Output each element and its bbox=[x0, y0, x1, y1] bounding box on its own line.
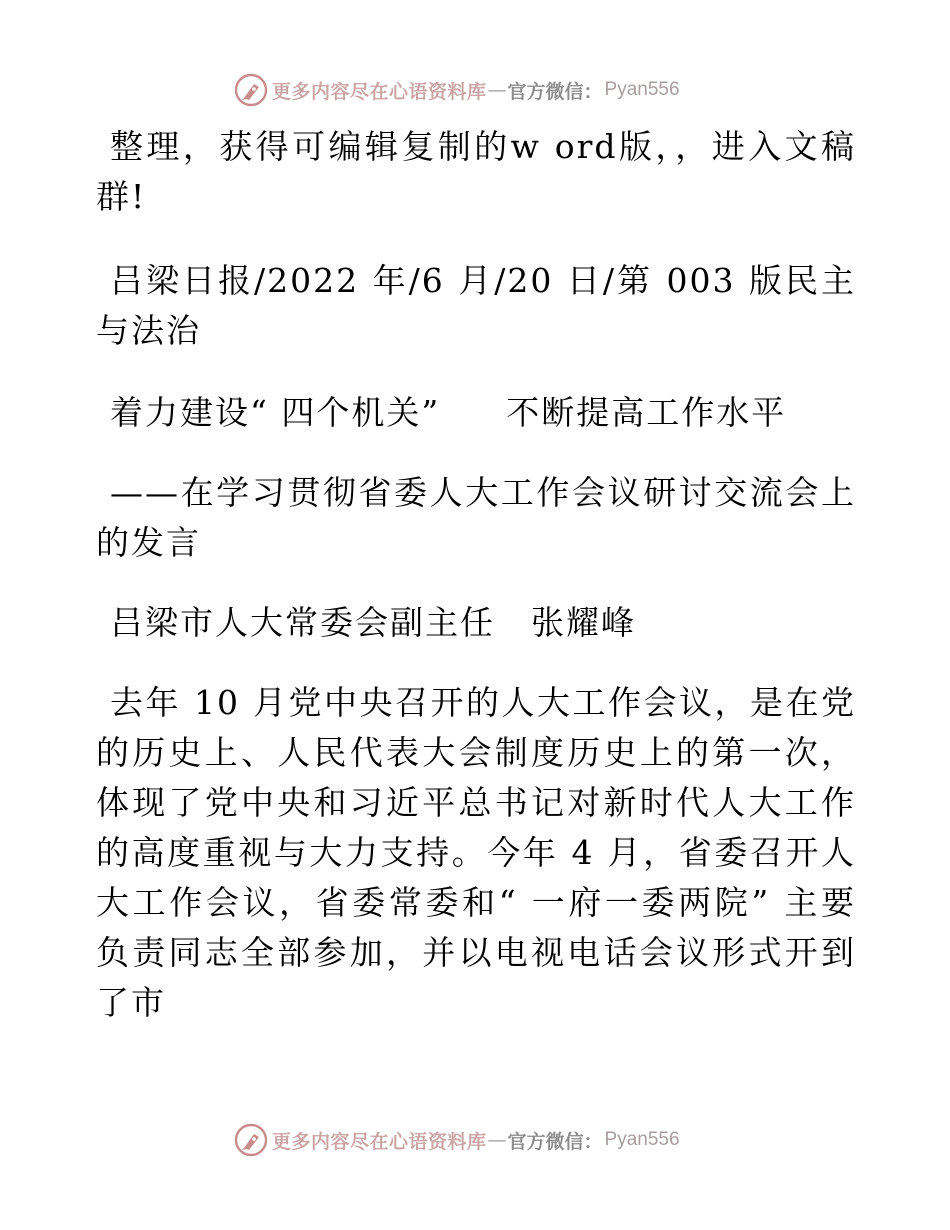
watermark-label: 官方微信： bbox=[507, 80, 603, 103]
intro-paragraph: 整理，获得可编辑复制的w ord版，，进入文稿群! bbox=[96, 127, 856, 216]
title-right: 不断提高工作水平 bbox=[506, 393, 787, 432]
watermark-text: 更多内容尽在心语资料库 bbox=[272, 80, 487, 103]
source-line: 吕梁日报/2022 年/6 月/20 日/第 003 版民主与法治 bbox=[96, 261, 856, 350]
author-position: 吕梁市人大常委会副主任 bbox=[110, 603, 495, 642]
pen-nib-icon bbox=[234, 1123, 268, 1157]
watermark-id: Pyan556 bbox=[604, 1129, 680, 1150]
document-body bbox=[96, 120, 856, 1028]
author-line bbox=[96, 598, 856, 648]
article-title bbox=[96, 388, 856, 438]
article-subtitle: ——在学习贯彻省委人大工作会议研讨交流会上的发言 bbox=[96, 473, 856, 562]
author-name: 张耀峰 bbox=[531, 603, 636, 642]
watermark-text: 更多内容尽在心语资料库 bbox=[272, 1130, 487, 1153]
title-left: 着力建设“ 四个机关” bbox=[110, 393, 441, 432]
header-watermark bbox=[234, 72, 680, 108]
watermark-separator: — bbox=[487, 79, 507, 101]
footer-watermark bbox=[234, 1122, 680, 1158]
body-paragraph: 去年 10 月党中央召开的人大工作会议，是在党的历史上、人民代表大会制度历史上的第一次，体现了党中央和习近平总书记对新时代人大工作的高度重视与大力支持。今年 4 月，省委召开人大工作会议，省委常委和“ 一府一委两院” 主要负责同志全部参加，并以电视电话会议形式开到了市 bbox=[96, 683, 856, 1022]
watermark-label: 官方微信： bbox=[507, 1130, 603, 1153]
watermark-separator: — bbox=[487, 1129, 507, 1151]
watermark-id: Pyan556 bbox=[604, 79, 680, 100]
pen-nib-icon bbox=[234, 73, 268, 107]
